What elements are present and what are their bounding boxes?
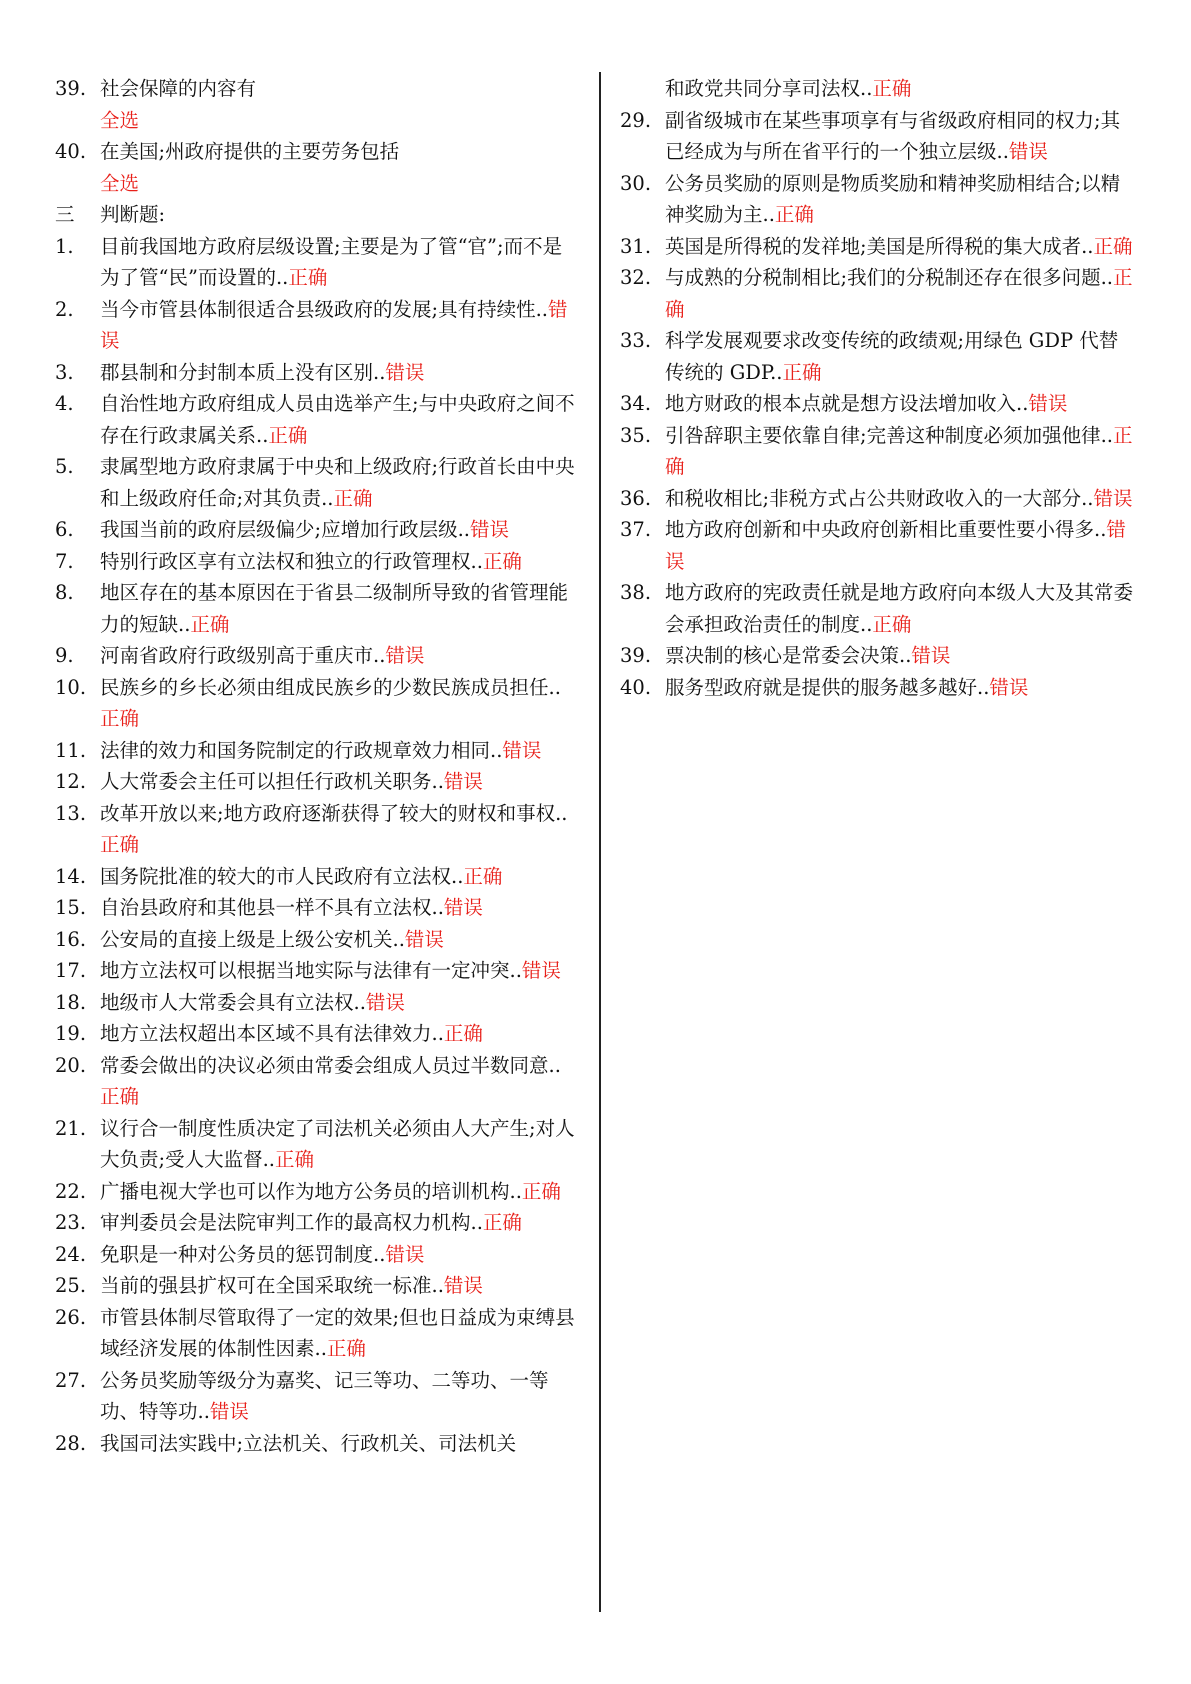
answer-text: 错误 — [385, 360, 425, 384]
question-text: 英国是所得税的发祥地;美国是所得税的集大成者.. — [665, 234, 1094, 258]
answer-text: 错误 — [502, 738, 542, 762]
question-text: 免职是一种对公务员的惩罚制度.. — [100, 1242, 386, 1266]
question-text: 审判委员会是法院审判工作的最高权力机构.. — [100, 1211, 483, 1234]
answer-text: 正确 — [100, 1085, 140, 1108]
question-text: 自治性地方政府组成人员由选举产生;与中央政府之间不存在行政隶属关系.. — [100, 392, 575, 447]
question-item — [620, 168, 1135, 231]
question-text: 票决制的核心是常委会决策.. — [665, 644, 912, 667]
question-number: 10. — [55, 675, 87, 699]
section-heading — [55, 199, 575, 231]
question-text: 地方立法权超出本区域不具有法律效力.. — [100, 1022, 444, 1045]
answer-text: 错误 — [469, 518, 509, 541]
question-item — [620, 514, 1135, 577]
question-item — [55, 388, 575, 451]
question-continuation — [620, 73, 1135, 105]
question-text: 我国司法实践中;立法机关、行政机关、司法机关 — [100, 1431, 517, 1455]
question-number: 21. — [55, 1116, 87, 1140]
question-item — [620, 325, 1135, 388]
question-item — [55, 735, 575, 767]
question-item — [55, 577, 575, 640]
question-number: 4. — [55, 392, 74, 415]
question-text: 国务院批准的较大的市人民政府有立法权.. — [100, 864, 464, 888]
question-item — [55, 357, 575, 389]
question-number: 18. — [55, 990, 87, 1014]
question-text: 科学发展观要求改变传统的政绩观;用绿色 GDP 代替传统的 GDP.. — [665, 329, 1119, 384]
question-item — [620, 640, 1135, 672]
question-number: 1. — [55, 234, 74, 258]
question-item — [620, 262, 1135, 325]
question-item — [55, 1113, 575, 1176]
answer-text: 正确 — [288, 266, 328, 289]
answer-text: 正确 — [100, 833, 140, 856]
right-column — [620, 73, 1135, 703]
question-number: 22. — [55, 1179, 87, 1203]
question-text: 常委会做出的决议必须由常委会组成人员过半数同意.. — [100, 1053, 561, 1077]
question-text: 和税收相比;非税方式占公共财政收入的一大部分.. — [665, 486, 1094, 510]
question-text: 地区存在的基本原因在于省县二级制所导致的省管理能力的短缺.. — [100, 581, 569, 636]
question-item — [55, 672, 575, 735]
answer-text: 错误 — [100, 297, 568, 352]
question-number: 7. — [55, 549, 74, 573]
answer-text: 正确 — [774, 203, 814, 226]
answer-text: 错误 — [443, 896, 483, 919]
question-number: 31. — [620, 234, 652, 258]
question-number: 30. — [620, 171, 652, 195]
question-text: 地方财政的根本点就是想方设法增加收入.. — [665, 392, 1029, 415]
question-item — [55, 861, 575, 893]
question-number: 5. — [55, 455, 74, 478]
question-text: 河南省政府行政级别高于重庆市.. — [100, 644, 386, 667]
question-number: 17. — [55, 959, 87, 982]
answer-text: 正确 — [463, 864, 503, 888]
question-number: 28. — [55, 1431, 87, 1455]
question-item — [620, 231, 1135, 263]
answer-text: 正确 — [268, 423, 308, 447]
question-number: 29. — [620, 108, 652, 132]
question-number: 13. — [55, 801, 87, 825]
question-number: 40. — [55, 140, 87, 163]
question-number: 14. — [55, 864, 87, 888]
question-item — [55, 924, 575, 956]
left-column — [55, 73, 575, 1459]
question-item — [55, 294, 575, 357]
answer-text: 正确 — [443, 1022, 483, 1045]
question-number: 39. — [55, 77, 87, 100]
answer-text: 错误 — [404, 927, 444, 951]
question-text: 我国当前的政府层级偏少;应增加行政层级.. — [100, 518, 470, 541]
answer-text: 错误 — [1093, 486, 1133, 510]
answer-text: 正确 — [872, 612, 912, 636]
left-judgment-list — [55, 231, 575, 1460]
question-number: 9. — [55, 644, 74, 667]
question-item — [620, 577, 1135, 640]
question-number: 33. — [620, 329, 652, 352]
question-item — [55, 546, 575, 578]
question-item — [55, 640, 575, 672]
question-number: 20. — [55, 1053, 87, 1077]
answer-text: 错误 — [521, 959, 561, 982]
question-text: 目前我国地方政府层级设置;主要是为了管“官”;而不是为了管“民”而设置的.. — [100, 234, 563, 289]
question-text: 公安局的直接上级是上级公安机关.. — [100, 927, 405, 951]
question-item — [55, 1239, 575, 1271]
answer-text: 错误 — [443, 1274, 483, 1297]
question-item — [55, 987, 575, 1019]
question-number: 2. — [55, 297, 74, 321]
question-number: 32. — [620, 266, 652, 289]
section-number: 三 — [55, 203, 75, 226]
question-number: 26. — [55, 1305, 87, 1329]
question-item — [55, 1302, 575, 1365]
answer-text: 错误 — [1028, 392, 1068, 415]
question-number: 24. — [55, 1242, 87, 1266]
answer-text: 正确 — [1093, 234, 1133, 258]
question-text: 和政党共同分享司法权.. — [665, 77, 873, 100]
question-text: 与成熟的分税制相比;我们的分税制还存在很多问题.. — [665, 266, 1113, 289]
question-number: 12. — [55, 770, 87, 793]
question-text: 人大常委会主任可以担任行政机关职务.. — [100, 770, 444, 793]
question-item — [620, 388, 1135, 420]
question-item — [55, 1018, 575, 1050]
question-text: 郡县制和分封制本质上没有区别.. — [100, 360, 386, 384]
answer-text: 错误 — [385, 644, 425, 667]
question-item — [620, 105, 1135, 168]
answer-text: 正确 — [274, 1148, 314, 1171]
question-item — [620, 672, 1135, 704]
question-item — [55, 1176, 575, 1208]
answer-text: 正确 — [665, 266, 1133, 321]
answer-text: 错误 — [443, 770, 483, 793]
right-judgment-list — [620, 105, 1135, 704]
question-text: 地方政府创新和中央政府创新相比重要性要小得多.. — [665, 518, 1107, 541]
question-text: 公务员奖励的原则是物质奖励和精神奖励相结合;以精神奖励为主.. — [665, 171, 1121, 226]
question-item — [55, 1207, 575, 1239]
question-number: 11. — [55, 738, 87, 762]
question-text: 广播电视大学也可以作为地方公务员的培训机构.. — [100, 1179, 522, 1203]
question-item — [55, 1365, 575, 1428]
question-item — [55, 73, 575, 136]
question-number: 35. — [620, 423, 652, 447]
question-text: 当今市管县体制很适合县级政府的发展;具有持续性.. — [100, 297, 548, 321]
answer-text: 错误 — [911, 644, 951, 667]
question-text: 地方立法权可以根据当地实际与法律有一定冲突.. — [100, 959, 522, 982]
question-number: 25. — [55, 1274, 87, 1297]
question-number: 23. — [55, 1211, 87, 1234]
question-text: 地方政府的宪政责任就是地方政府向本级人大及其常委会承担政治责任的制度.. — [665, 581, 1134, 636]
question-number: 38. — [620, 581, 652, 604]
question-number: 6. — [55, 518, 74, 541]
question-text: 自治县政府和其他县一样不具有立法权.. — [100, 896, 444, 919]
answer-text: 错误 — [365, 990, 405, 1014]
answer-text: 全选 — [100, 171, 140, 195]
question-number: 3. — [55, 360, 74, 384]
question-item — [55, 451, 575, 514]
question-item — [55, 1270, 575, 1302]
question-number: 16. — [55, 927, 87, 951]
question-number: 27. — [55, 1368, 87, 1392]
answer-text: 正确 — [333, 486, 373, 510]
answer-text: 错误 — [989, 675, 1029, 699]
answer-text: 正确 — [872, 77, 912, 100]
answer-text: 错误 — [665, 518, 1126, 573]
question-number: 39. — [620, 644, 652, 667]
question-text: 当前的强县扩权可在全国采取统一标准.. — [100, 1274, 444, 1297]
column-divider — [599, 72, 601, 1612]
answer-text: 正确 — [326, 1337, 366, 1360]
question-text: 地级市人大常委会具有立法权.. — [100, 990, 366, 1014]
answer-text: 正确 — [100, 707, 140, 730]
answer-text: 错误 — [385, 1242, 425, 1266]
question-item — [55, 1428, 575, 1460]
answer-text: 正确 — [782, 360, 822, 384]
question-number: 15. — [55, 896, 87, 919]
question-text: 在美国;州政府提供的主要劳务包括 — [100, 140, 400, 163]
question-text: 社会保障的内容有 — [100, 77, 257, 100]
question-text: 市管县体制尽管取得了一定的效果;但也日益成为束缚县域经济发展的体制性因素.. — [100, 1305, 575, 1360]
answer-text: 正确 — [190, 612, 230, 636]
question-text: 特别行政区享有立法权和独立的行政管理权.. — [100, 549, 483, 573]
question-text: 公务员奖励等级分为嘉奖、记三等功、二等功、一等功、特等功.. — [100, 1368, 549, 1423]
question-text: 服务型政府就是提供的服务越多越好.. — [665, 675, 990, 699]
answer-text: 正确 — [521, 1179, 561, 1203]
question-item — [55, 892, 575, 924]
question-item — [55, 955, 575, 987]
answer-text: 错误 — [1008, 140, 1048, 163]
question-text: 隶属型地方政府隶属于中央和上级政府;行政首长由中央和上级政府任命;对其负责.. — [100, 455, 575, 510]
answer-text: 正确 — [482, 1211, 522, 1234]
question-item — [55, 1050, 575, 1113]
question-item — [55, 766, 575, 798]
question-number: 34. — [620, 392, 652, 415]
question-item — [620, 420, 1135, 483]
answer-text: 错误 — [209, 1400, 249, 1423]
question-number: 37. — [620, 518, 652, 541]
question-number: 36. — [620, 486, 652, 510]
answer-text: 正确 — [482, 549, 522, 573]
question-text: 议行合一制度性质决定了司法机关必须由人大产生;对人大负责;受人大监督.. — [100, 1116, 575, 1171]
question-item — [55, 514, 575, 546]
question-item — [620, 483, 1135, 515]
question-text: 民族乡的乡长必须由组成民族乡的少数民族成员担任.. — [100, 675, 561, 699]
question-number: 19. — [55, 1022, 87, 1045]
question-item — [55, 798, 575, 861]
question-number: 40. — [620, 675, 652, 699]
question-text: 引咎辞职主要依靠自律;完善这种制度必须加强他律.. — [665, 423, 1113, 447]
question-number: 8. — [55, 581, 74, 604]
question-text: 改革开放以来;地方政府逐渐获得了较大的财权和事权.. — [100, 801, 568, 825]
section-title: 判断题: — [100, 203, 166, 226]
question-item — [55, 231, 575, 294]
question-text: 法律的效力和国务院制定的行政规章效力相同.. — [100, 738, 503, 762]
answer-text: 全选 — [100, 108, 140, 132]
question-text: 副省级城市在某些事项享有与省级政府相同的权力;其已经成为与所在省平行的一个独立层级.. — [665, 108, 1121, 163]
answer-text: 正确 — [665, 423, 1133, 478]
question-item — [55, 136, 575, 199]
